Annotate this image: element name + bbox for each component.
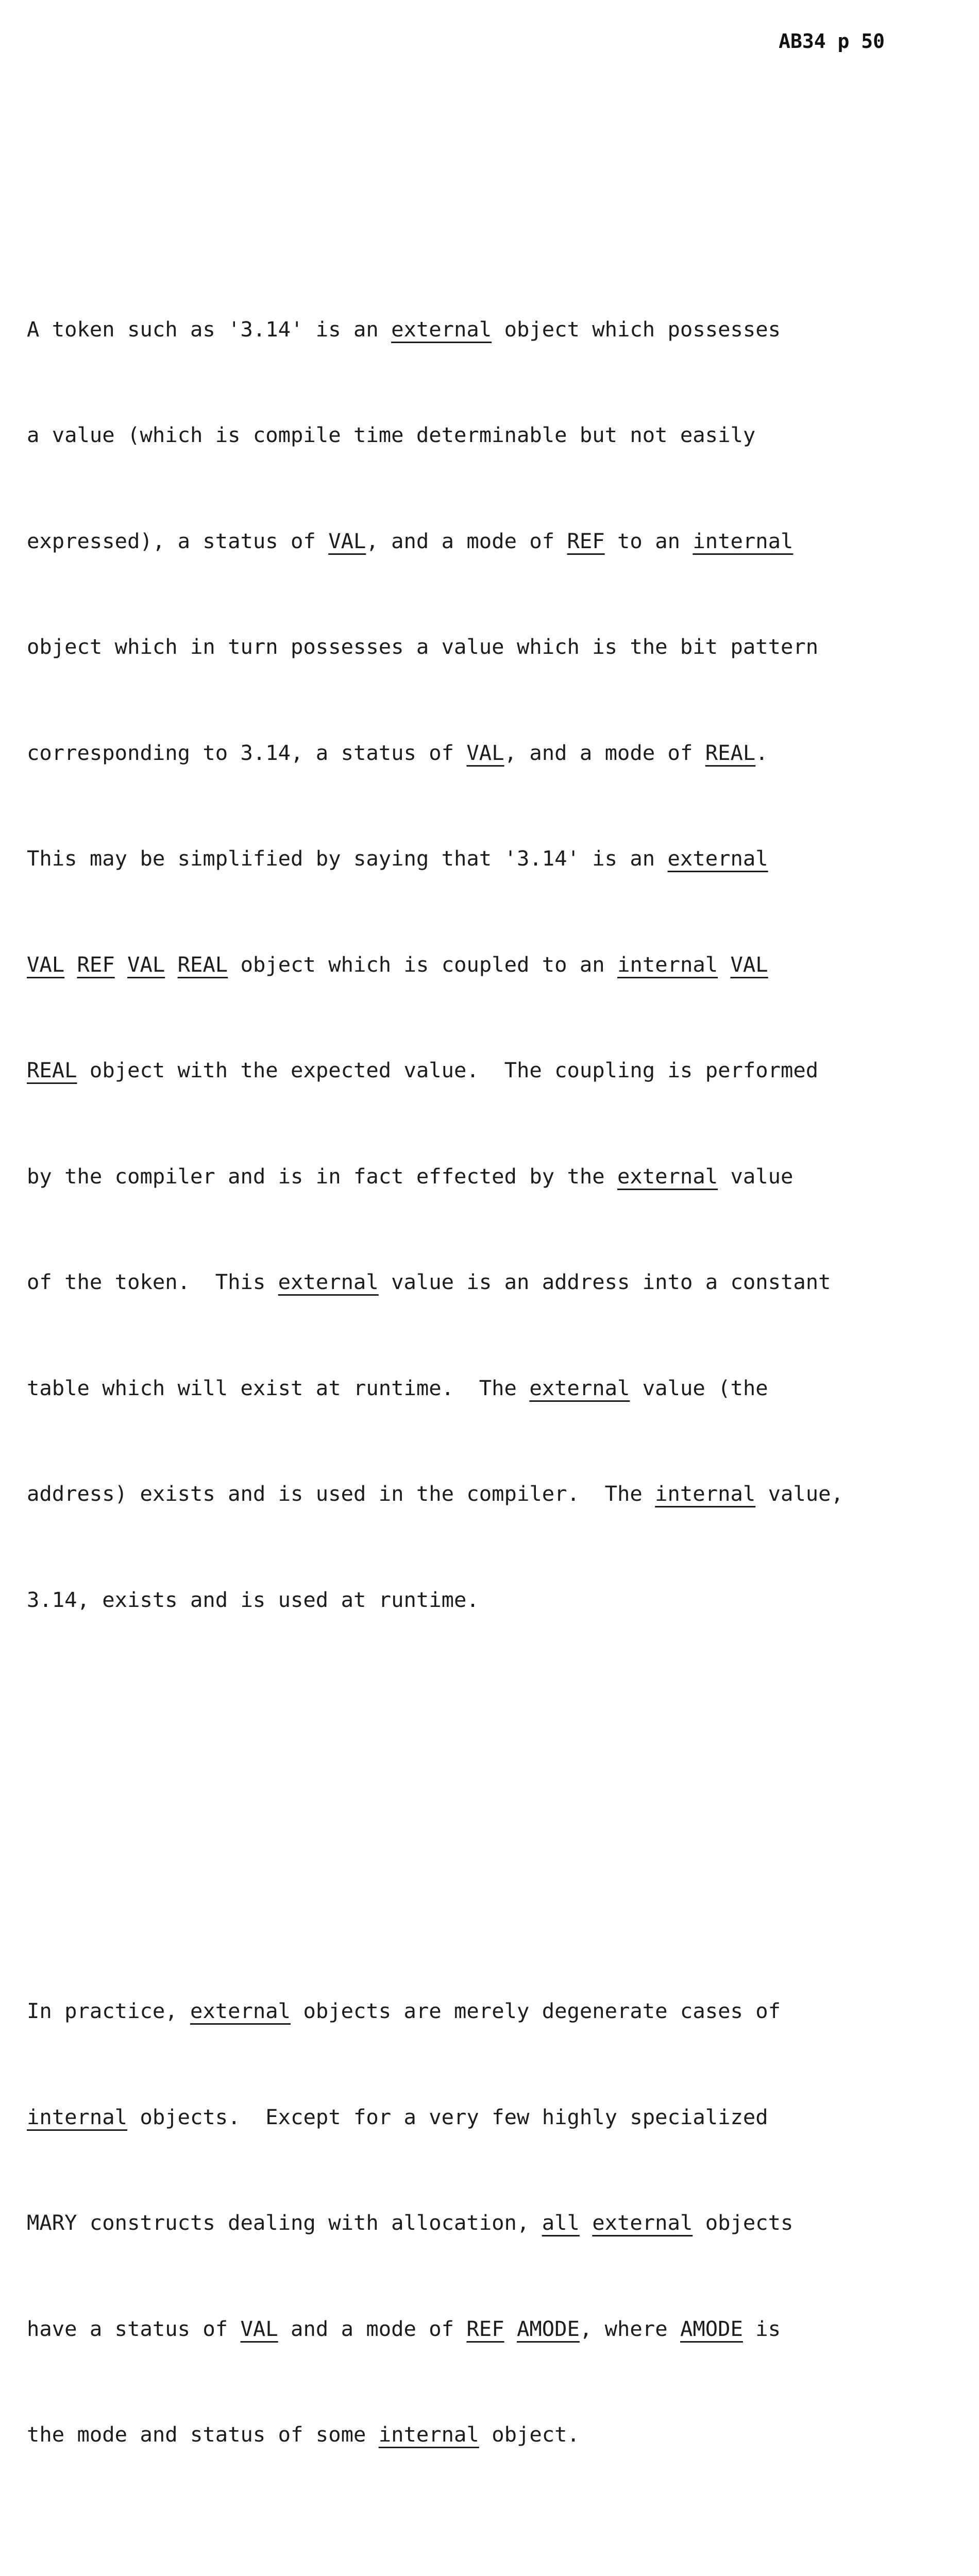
text-line: a value (which is compile time determinable but not easily: [27, 422, 756, 447]
text-line: MARY constructs dealing with allocation, all external objects: [27, 2210, 794, 2235]
paragraph-external-objects: [27, 1923, 975, 2523]
text-line: A token such as '3.14' is an external object which possesses: [27, 316, 781, 342]
text-line: table which will exist at runtime. The external value (the: [27, 1375, 768, 1400]
document-body: [27, 135, 975, 2576]
paragraph-tokens: [27, 241, 975, 1688]
text-line: by the compiler and is in fact effected by the external value: [27, 1163, 794, 1189]
text-line: 3.14, exists and is used at runtime.: [27, 1587, 479, 1612]
page-reference: AB34 p 50: [779, 30, 885, 53]
text-line: of the token. This external value is an address into a constant: [27, 1269, 831, 1294]
text-line: This may be simplified by saying that '3.14' is an external: [27, 846, 768, 871]
text-line: internal objects. Except for a very few highly specialized: [27, 2104, 768, 2129]
text-line: corresponding to 3.14, a status of VAL, and a mode of REAL.: [27, 740, 768, 765]
text-line: expressed), a status of VAL, and a mode of REF to an internal: [27, 528, 794, 553]
text-line: object which in turn possesses a value which is the bit pattern: [27, 634, 819, 659]
text-line: address) exists and is used in the compiler. The internal value,: [27, 1481, 843, 1506]
text-line: VAL REF VAL REAL object which is coupled to an internal VAL: [27, 952, 768, 977]
text-line: REAL object with the expected value. The coupling is performed: [27, 1058, 819, 1082]
text-line: the mode and status of some internal object.: [27, 2422, 580, 2447]
text-line: In practice, external objects are merely degenerate cases of: [27, 1998, 781, 2023]
text-line: have a status of VAL and a mode of REF AMODE, where AMODE is: [27, 2316, 781, 2341]
